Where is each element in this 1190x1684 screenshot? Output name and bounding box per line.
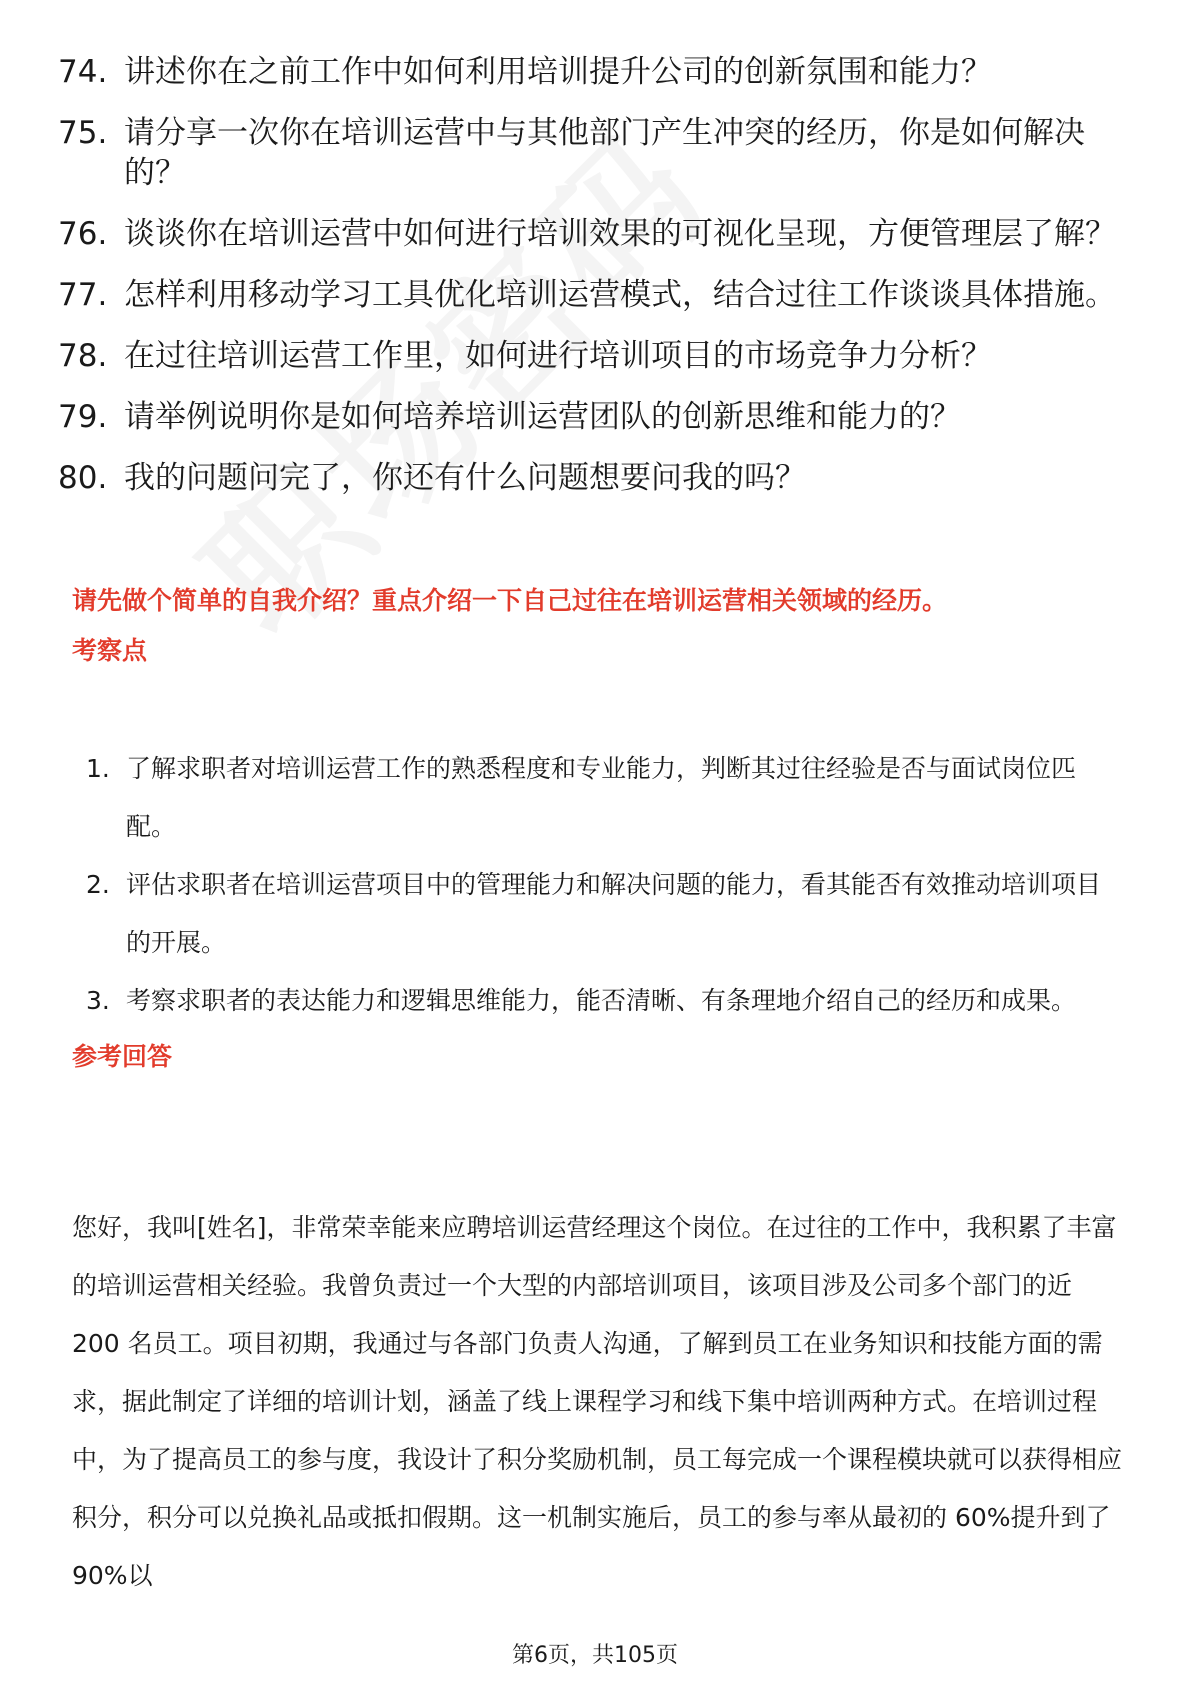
list-item	[86, 972, 1116, 1030]
point-number: 3.	[86, 986, 110, 1015]
question-text: 我的问题问完了，你还有什么问题想要问我的吗？	[124, 460, 806, 496]
question-text: 在过往培训运营工作里，如何进行培训项目的市场竞争力分析？	[124, 338, 992, 374]
list-item	[58, 336, 1118, 376]
points-heading: 考察点	[72, 636, 148, 665]
list-item	[58, 275, 1118, 315]
point-text: 评估求职者在培训运营项目中的管理能力和解决问题的能力，看其能否有效推动培训项目的开展。	[126, 870, 1102, 957]
list-item	[86, 740, 1116, 856]
list-item	[58, 458, 1118, 498]
question-text: 谈谈你在培训运营中如何进行培训效果的可视化呈现，方便管理层了解？	[124, 216, 1116, 252]
question-number: 77.	[58, 277, 108, 313]
point-number: 2.	[86, 870, 110, 899]
question-text: 讲述你在之前工作中如何利用培训提升公司的创新氛围和能力？	[124, 54, 992, 90]
question-text: 怎样利用移动学习工具优化培训运营模式，结合过往工作谈谈具体措施。	[124, 277, 1116, 313]
question-text: 请分享一次你在培训运营中与其他部门产生冲突的经历，你是如何解决的？	[124, 115, 1085, 191]
point-text: 了解求职者对培训运营工作的熟悉程度和专业能力，判断其过往经验是否与面试岗位匹配。	[126, 754, 1077, 841]
page-footer: 第6页，共105页	[512, 1643, 678, 1668]
question-number: 75.	[58, 115, 108, 151]
question-number: 78.	[58, 338, 108, 374]
answer-paragraph: 您好，我叫[姓名]，非常荣幸能来应聘培训运营经理这个岗位。在过往的工作中，我积累了丰富的培训运营相关经验。我曾负责过一个大型的内部培训项目，该项目涉及公司多个部门的近 200 名员工。项目初期，我通过与各部门负责人沟通，了解到员工在业务知识和技能方面的需求，据此制定了详细的培训计划，涵盖了线上课程学习和线下集中培训两种方式。在培训过程中，为了提高员工的参与度，我设计了积分奖励机制，员工每完成一个课程模块就可以获得相应积分，积分可以兑换礼品或抵扣假期。这一机制实施后，员工的参与率从最初的 60%提升到了 90%以	[72, 1213, 1123, 1590]
question-list	[58, 52, 1118, 519]
question-number: 74.	[58, 54, 108, 90]
list-item	[58, 52, 1118, 92]
point-number: 1.	[86, 754, 110, 783]
question-number: 76.	[58, 216, 108, 252]
answer-heading: 参考回答	[72, 1042, 173, 1071]
point-text: 考察求职者的表达能力和逻辑思维能力，能否清晰、有条理地介绍自己的经历和成果。	[126, 986, 1077, 1015]
main-question-heading: 请先做个简单的自我介绍？重点介绍一下自己过往在培训运营相关领域的经历。	[72, 586, 948, 615]
list-item	[58, 397, 1118, 437]
list-item	[58, 214, 1118, 254]
question-text: 请举例说明你是如何培养培训运营团队的创新思维和能力的？	[124, 399, 961, 435]
list-item	[86, 856, 1116, 972]
question-number: 79.	[58, 399, 108, 435]
points-list	[86, 740, 1116, 1030]
list-item	[58, 113, 1118, 193]
question-number: 80.	[58, 460, 108, 496]
